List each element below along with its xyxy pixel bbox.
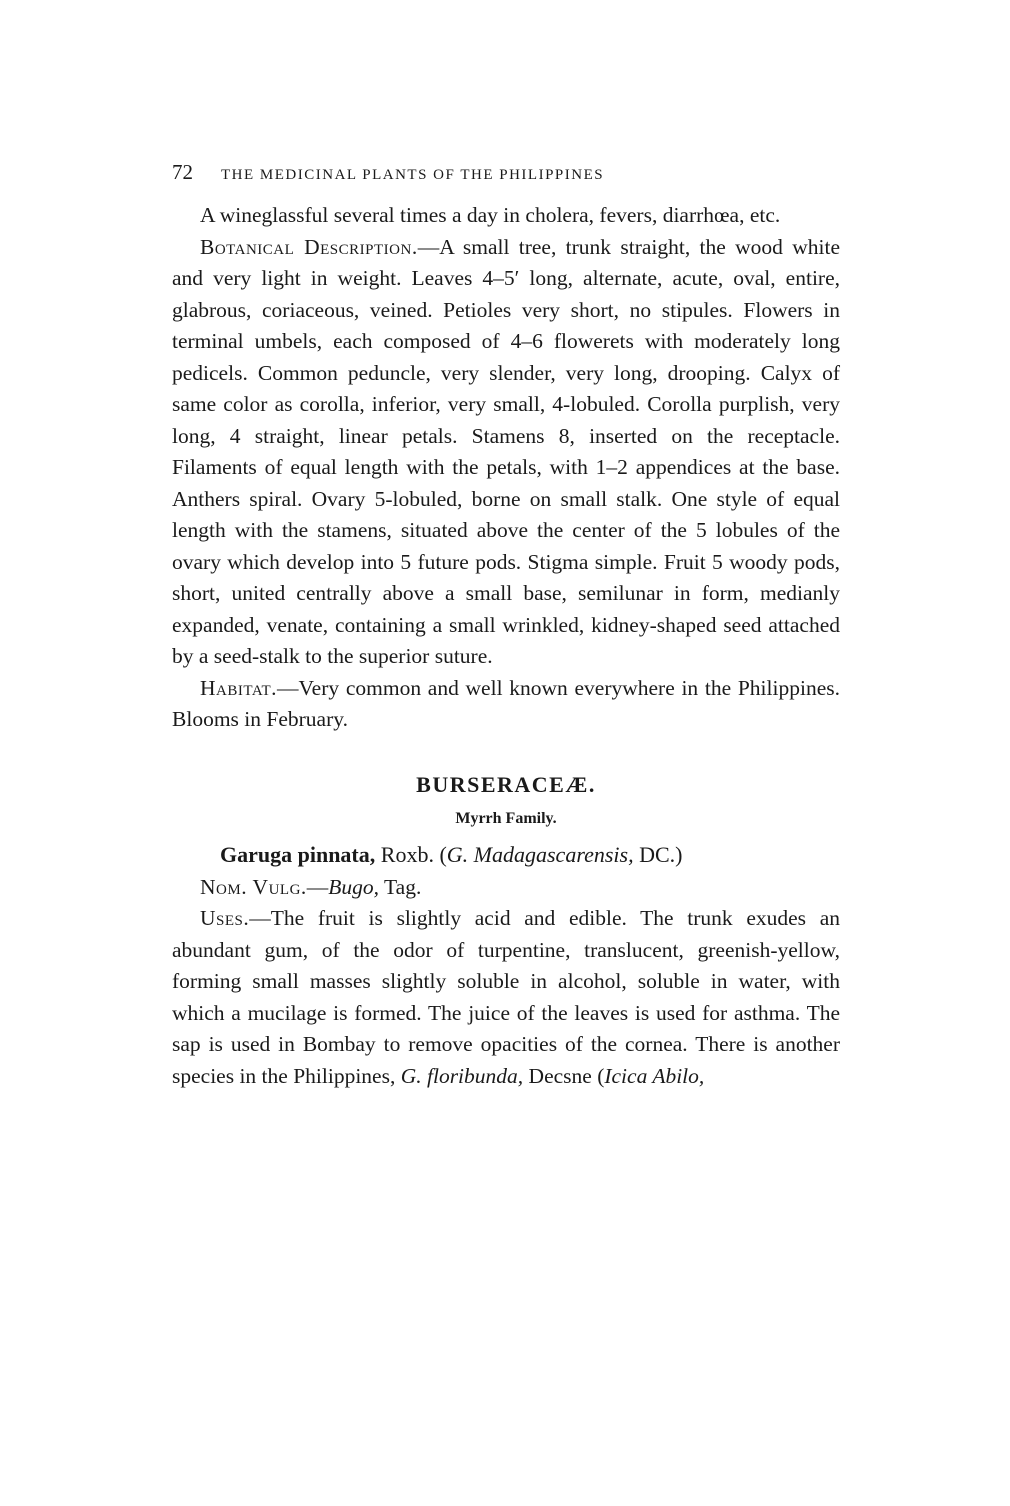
species-synonym-author: DC.): [633, 841, 683, 867]
nom-vulg-dash: —: [306, 874, 329, 899]
intro-text: A wineglassful several times a day in cholera, fevers, diarrhœa, etc.: [200, 203, 781, 227]
nom-vulg-label: Nom. Vulg.: [200, 874, 307, 899]
intro-paragraph: [172, 200, 840, 232]
running-head: [172, 160, 840, 200]
page-number: 72: [172, 160, 193, 184]
uses-author: Decsne (: [523, 1063, 605, 1088]
species-author: Roxb.: [375, 841, 434, 867]
species-name: Garuga pinnata,: [220, 841, 376, 867]
uses-text: —The fruit is slightly acid and edible. The trunk exudes an abundant gum, of the odor of turpentine, translucent, greenish-yellow, forming small masses slightly soluble in alcohol, soluble in water, with which a mucilage is formed. The juice of the leaves is used for asthma. The sap is used in Bombay to remove opacities of the cornea. There is another species in the Philippines,: [172, 906, 840, 1088]
vernacular-language: Tag.: [379, 874, 422, 899]
habitat-label: Habitat.: [200, 675, 278, 700]
vernacular-name: Bugo,: [328, 874, 380, 899]
botanical-description-text: —A small tree, trunk straight, the wood white and very light in weight. Leaves 4–5′ long, alternate, acute, oval, entire, glabrous, coriaceous, veined. Petioles very short, no stipules. Flowers in terminal umbels, each composed of 4–6 flowerets with moderately long pedicels. Common peduncle, very slender, very long, drooping. Calyx of same color as corolla, inferior, very small, 4-lobuled. Corolla purplish, very long, 4 straight, linear petals. Stamens 8, inserted on the receptacle. Filaments of equal length with the petals, with 1–2 appendices at the base. Anthers spiral. Ovary 5-lobuled, borne on small stalk. One style of equal length with the stamens, situated above the center of the 5 lobules of the ovary which develop into 5 future pods. Stigma simple. Fruit 5 woody pods, short, united centrally above a small base, semilunar in form, medianly expanded, venate, containing a small wrinkled, kidney-shaped seed attached by a seed-stalk to the superior suture.: [172, 234, 841, 668]
uses-label: Uses.: [200, 906, 250, 930]
botanical-description-paragraph: [172, 232, 840, 673]
species-synonym: G. Madagascarensis,: [446, 841, 634, 867]
running-title: THE MEDICINAL PLANTS OF THE PHILIPPINES: [221, 167, 605, 183]
habitat-text: —Very common and well known everywhere in the Philippines. Blooms in February.: [172, 675, 840, 731]
family-heading: BURSERACEÆ.: [416, 771, 596, 797]
uses-synonym: Icica Abilo,: [604, 1063, 705, 1088]
uses-paragraph: [172, 903, 840, 1092]
page-content: [172, 160, 840, 1092]
family-common-name: Myrrh Family.: [455, 809, 557, 827]
botanical-description-label: Botanical Description.: [200, 234, 418, 259]
vernacular-name-paragraph: [172, 872, 840, 904]
species-heading: [172, 838, 840, 872]
species-paren: (: [433, 841, 447, 867]
uses-species: G. floribunda,: [400, 1063, 524, 1088]
habitat-paragraph: [172, 673, 840, 736]
